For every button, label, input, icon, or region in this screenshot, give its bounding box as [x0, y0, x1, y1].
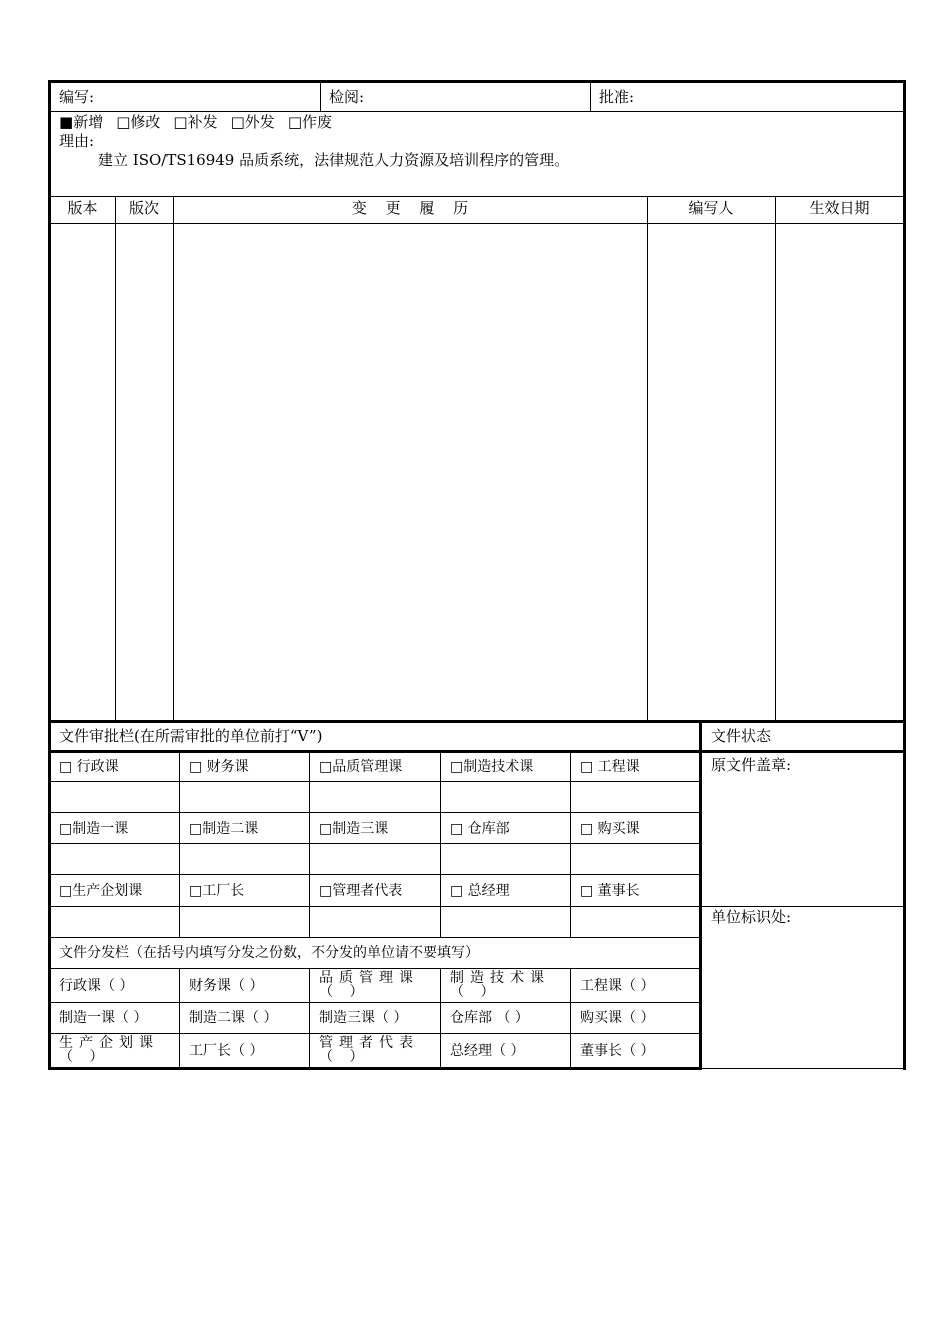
unit-label: 单位标识处:	[711, 908, 792, 926]
status-title: 文件状态	[711, 727, 772, 745]
col-header-change-history: 变 更 履 历	[351, 199, 469, 217]
divider	[320, 83, 321, 111]
approval-checkbox-admin[interactable]: □ 行政课	[59, 759, 119, 775]
approval-checkbox-finance[interactable]: □ 财务课	[189, 759, 249, 775]
divider	[179, 969, 180, 1068]
checkbox-checked-icon: ■	[59, 113, 74, 131]
approval-header-border	[48, 750, 906, 753]
distribution-production-planning[interactable]: 生产企划课（ ）	[59, 1035, 159, 1065]
approval-checkbox-mgmt-rep[interactable]: □管理者代表	[319, 883, 403, 899]
reviewer-label: 检阅:	[329, 88, 365, 106]
distribution-mfg-2[interactable]: 制造二课（ ）	[189, 1010, 278, 1026]
change-option-reissue[interactable]: □补发	[173, 113, 218, 131]
frame-top	[48, 80, 906, 83]
divider	[775, 197, 776, 720]
frame-bottom-right	[701, 1068, 906, 1069]
checkbox-icon: □	[230, 113, 245, 131]
divider	[50, 1002, 699, 1003]
col-header-author: 编写人	[688, 199, 734, 217]
approval-checkbox-warehouse[interactable]: □ 仓库部	[450, 821, 510, 837]
change-type-options	[59, 113, 332, 131]
reason-label: 理由:	[59, 132, 95, 150]
divider	[50, 937, 699, 938]
divider	[50, 1033, 699, 1034]
approval-checkbox-engineering[interactable]: □ 工程课	[580, 759, 640, 775]
stamp-label: 原文件盖章:	[711, 756, 792, 774]
divider	[590, 83, 591, 111]
distribution-engineering[interactable]: 工程课（ ）	[580, 978, 655, 994]
divider	[50, 111, 904, 112]
distribution-chairman[interactable]: 董事长（ ）	[580, 1043, 655, 1059]
divider	[701, 906, 904, 907]
divider	[50, 781, 699, 782]
divider	[647, 197, 648, 720]
change-option-new[interactable]: ■新增	[59, 113, 104, 131]
approval-checkbox-general-manager[interactable]: □ 总经理	[450, 883, 510, 899]
frame-right	[903, 80, 906, 1070]
divider	[440, 969, 441, 1068]
distribution-mfg-1[interactable]: 制造一课（ ）	[59, 1010, 148, 1026]
approval-checkbox-production-planning[interactable]: □生产企划课	[59, 883, 143, 899]
distribution-finance[interactable]: 财务课（ ）	[189, 978, 264, 994]
reason-text: 建立 ISO/TS16949 品质系统，法律规范人力资源及培训程序的管理。	[98, 151, 570, 169]
divider	[50, 812, 699, 813]
divider	[570, 969, 571, 1068]
checkbox-icon: □	[173, 113, 188, 131]
divider	[179, 753, 180, 937]
divider	[50, 843, 699, 844]
distribution-warehouse[interactable]: 仓库部 （ ）	[450, 1010, 529, 1026]
approval-checkbox-mfg-2[interactable]: □制造二课	[189, 821, 259, 837]
checkbox-icon: □	[116, 113, 131, 131]
approval-title: 文件审批栏(在所需审批的单位前打“V”)	[59, 727, 323, 745]
divider	[50, 968, 699, 969]
distribution-quality[interactable]: 品质管理课（ ）	[319, 970, 419, 1000]
distribution-plant-manager[interactable]: 工厂长（ ）	[189, 1043, 264, 1059]
col-header-revision: 版次	[128, 199, 159, 217]
divider	[570, 753, 571, 937]
distribution-mgmt-rep[interactable]: 管理者代表（ ）	[319, 1035, 419, 1065]
distribution-mfg-3[interactable]: 制造三课（ ）	[319, 1010, 408, 1026]
approval-checkbox-chairman[interactable]: □ 董事长	[580, 883, 640, 899]
approval-checkbox-plant-manager[interactable]: □工厂长	[189, 883, 245, 899]
distribution-admin[interactable]: 行政课（ ）	[59, 978, 134, 994]
approval-checkbox-purchasing[interactable]: □ 购买课	[580, 821, 640, 837]
distribution-general-manager[interactable]: 总经理（ ）	[450, 1043, 525, 1059]
col-header-version: 版本	[67, 199, 98, 217]
divider	[115, 197, 116, 720]
change-option-external[interactable]: □外发	[230, 113, 275, 131]
col-header-effective-date: 生效日期	[809, 199, 870, 217]
approval-top-border	[48, 720, 906, 723]
change-option-modify[interactable]: □修改	[116, 113, 161, 131]
divider	[309, 969, 310, 1068]
divider	[173, 197, 174, 720]
checkbox-icon: □	[287, 113, 302, 131]
change-option-void[interactable]: □作废	[287, 113, 333, 131]
frame-left	[48, 80, 51, 1070]
divider	[50, 874, 699, 875]
status-divider	[699, 720, 702, 1070]
divider	[309, 753, 310, 937]
frame-bottom-left	[48, 1067, 702, 1070]
divider	[50, 906, 699, 907]
divider	[440, 753, 441, 937]
approval-checkbox-mfg-1[interactable]: □制造一课	[59, 821, 129, 837]
distribution-mfg-tech[interactable]: 制造技术课（ ）	[450, 970, 550, 1000]
distribution-purchasing[interactable]: 购买课（ ）	[580, 1010, 655, 1026]
approval-checkbox-mfg-tech[interactable]: □制造技术课	[450, 759, 534, 775]
author-label: 编写:	[59, 88, 95, 106]
approval-checkbox-quality[interactable]: □品质管理课	[319, 759, 403, 775]
approver-label: 批准:	[599, 88, 635, 106]
distribution-title: 文件分发栏（在括号内填写分发之份数，不分发的单位请不要填写）	[59, 945, 479, 961]
approval-checkbox-mfg-3[interactable]: □制造三课	[319, 821, 389, 837]
